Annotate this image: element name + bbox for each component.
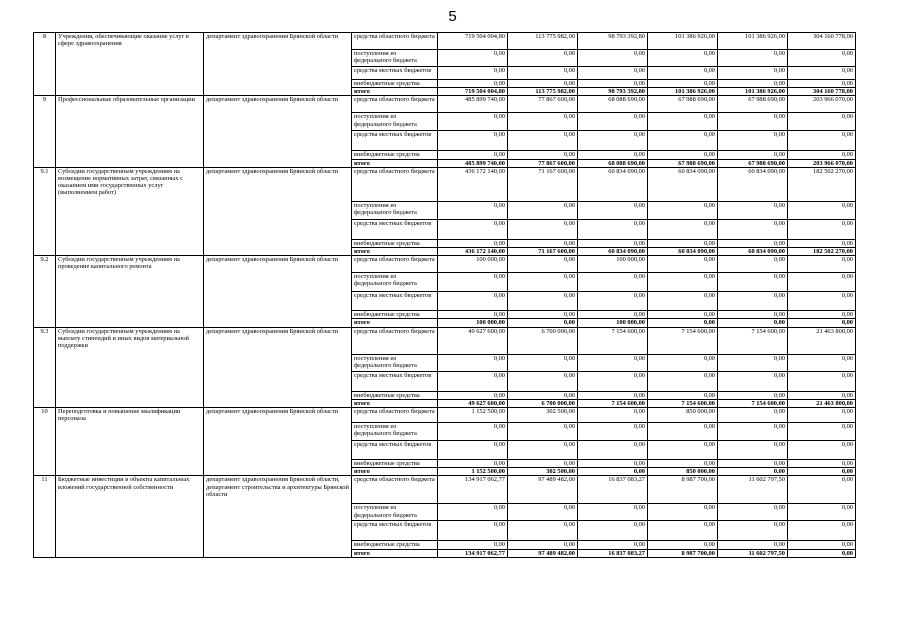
amount-cell: 0,00 <box>788 549 856 557</box>
funding-source: итого <box>352 88 438 96</box>
amount-cell: 0,00 <box>508 131 578 151</box>
amount-cell: 0,00 <box>508 67 578 80</box>
amount-cell: 0,00 <box>578 423 648 441</box>
funding-source: итого <box>352 248 438 256</box>
amount-cell: 0,00 <box>788 408 856 423</box>
executor: департамент здравоохранения Брянской области <box>204 408 352 476</box>
amount-cell: 0,00 <box>578 441 648 460</box>
amount-cell: 98 793 392,80 <box>578 88 648 96</box>
table-row <box>34 96 856 113</box>
amount-cell: 0,00 <box>438 50 508 67</box>
funding-source: средства областного бюджета <box>352 256 438 273</box>
amount-cell: 0,00 <box>438 354 508 371</box>
amount-cell: 0,00 <box>718 151 788 159</box>
amount-cell: 16 837 083,27 <box>578 476 648 504</box>
funding-source: средства областного бюджета <box>352 327 438 354</box>
funding-source: поступления из федерального бюджета <box>352 504 438 521</box>
amount-cell: 0,00 <box>788 131 856 151</box>
amount-cell: 0,00 <box>438 460 508 468</box>
amount-cell: 0,00 <box>718 354 788 371</box>
amount-cell: 8 987 700,00 <box>648 549 718 557</box>
amount-cell: 182 502 270,00 <box>788 248 856 256</box>
amount-cell: 0,00 <box>648 239 718 247</box>
row-number: 9 <box>34 96 56 167</box>
amount-cell: 8 987 700,00 <box>648 476 718 504</box>
amount-cell: 0,00 <box>648 256 718 273</box>
amount-cell: 0,00 <box>788 113 856 131</box>
amount-cell: 0,00 <box>718 131 788 151</box>
amount-cell: 0,00 <box>508 541 578 549</box>
amount-cell: 0,00 <box>578 239 648 247</box>
funding-source: итого <box>352 399 438 407</box>
measure-title: Бюджетные инвестиции в объекты капитальных вложений государственной собственности <box>56 476 204 557</box>
amount-cell: 7 154 600,00 <box>648 399 718 407</box>
amount-cell: 77 867 600,00 <box>508 159 578 167</box>
amount-cell: 21 463 800,00 <box>788 399 856 407</box>
amount-cell: 1 152 500,00 <box>438 468 508 476</box>
amount-cell: 436 172 140,00 <box>438 167 508 201</box>
amount-cell: 0,00 <box>508 292 578 311</box>
amount-cell: 0,00 <box>508 441 578 460</box>
amount-cell: 77 867 600,00 <box>508 96 578 113</box>
amount-cell: 0,00 <box>718 239 788 247</box>
amount-cell: 0,00 <box>788 354 856 371</box>
amount-cell: 0,00 <box>648 504 718 521</box>
funding-source: внебюджетные средства <box>352 311 438 319</box>
amount-cell: 0,00 <box>578 521 648 541</box>
funding-source: средства областного бюджета <box>352 408 438 423</box>
funding-source: итого <box>352 549 438 557</box>
amount-cell: 0,00 <box>578 219 648 239</box>
amount-cell: 0,00 <box>578 131 648 151</box>
amount-cell: 0,00 <box>438 201 508 219</box>
amount-cell: 0,00 <box>508 521 578 541</box>
amount-cell: 0,00 <box>648 391 718 399</box>
amount-cell: 0,00 <box>438 391 508 399</box>
measure-title: Переподготовка и повышение квалификации персонала <box>56 408 204 476</box>
amount-cell: 304 160 778,00 <box>788 33 856 50</box>
amount-cell: 0,00 <box>438 131 508 151</box>
amount-cell: 719 504 004,80 <box>438 33 508 50</box>
row-number: 11 <box>34 476 56 557</box>
amount-cell: 0,00 <box>508 239 578 247</box>
amount-cell: 0,00 <box>648 521 718 541</box>
amount-cell: 0,00 <box>578 460 648 468</box>
amount-cell: 7 154 600,00 <box>718 399 788 407</box>
funding-source: средства местных бюджетов <box>352 521 438 541</box>
amount-cell: 0,00 <box>648 460 718 468</box>
amount-cell: 0,00 <box>578 292 648 311</box>
funding-source: итого <box>352 159 438 167</box>
funding-source: средства областного бюджета <box>352 476 438 504</box>
amount-cell: 0,00 <box>578 541 648 549</box>
amount-cell: 0,00 <box>648 67 718 80</box>
amount-cell: 0,00 <box>788 460 856 468</box>
amount-cell: 850 000,00 <box>648 468 718 476</box>
amount-cell: 0,00 <box>788 67 856 80</box>
amount-cell: 0,00 <box>508 460 578 468</box>
amount-cell: 0,00 <box>648 201 718 219</box>
amount-cell: 0,00 <box>648 292 718 311</box>
executor: департамент здравоохранения Брянской области <box>204 327 352 407</box>
amount-cell: 302 500,00 <box>508 468 578 476</box>
amount-cell: 0,00 <box>578 113 648 131</box>
amount-cell: 134 917 062,77 <box>438 476 508 504</box>
amount-cell: 98 793 392,80 <box>578 33 648 50</box>
amount-cell: 0,00 <box>718 504 788 521</box>
amount-cell: 485 899 740,00 <box>438 96 508 113</box>
funding-source: средства областного бюджета <box>352 33 438 50</box>
amount-cell: 203 966 070,00 <box>788 159 856 167</box>
amount-cell: 0,00 <box>788 319 856 327</box>
amount-cell: 113 775 982,00 <box>508 88 578 96</box>
budget-table <box>33 32 856 558</box>
amount-cell: 0,00 <box>648 113 718 131</box>
funding-source: средства местных бюджетов <box>352 292 438 311</box>
funding-source: внебюджетные средства <box>352 80 438 88</box>
amount-cell: 0,00 <box>788 292 856 311</box>
amount-cell: 11 602 797,50 <box>718 549 788 557</box>
funding-source: внебюджетные средства <box>352 541 438 549</box>
amount-cell: 7 154 600,00 <box>578 327 648 354</box>
amount-cell: 97 489 482,00 <box>508 476 578 504</box>
amount-cell: 0,00 <box>438 273 508 292</box>
funding-source: поступления из федерального бюджета <box>352 423 438 441</box>
amount-cell: 719 504 004,80 <box>438 88 508 96</box>
amount-cell: 0,00 <box>438 292 508 311</box>
amount-cell: 0,00 <box>788 468 856 476</box>
measure-title: Учреждения, обеспечивающие оказание услуг в сфере здравоохранения <box>56 33 204 96</box>
amount-cell: 0,00 <box>578 273 648 292</box>
funding-source: средства областного бюджета <box>352 96 438 113</box>
amount-cell: 0,00 <box>438 423 508 441</box>
page-number: 5 <box>448 8 457 25</box>
amount-cell: 0,00 <box>718 292 788 311</box>
amount-cell: 0,00 <box>578 408 648 423</box>
amount-cell: 67 988 690,00 <box>648 159 718 167</box>
table-row <box>34 408 856 423</box>
funding-source: средства местных бюджетов <box>352 67 438 80</box>
amount-cell: 0,00 <box>788 423 856 441</box>
amount-cell: 0,00 <box>718 319 788 327</box>
amount-cell: 101 386 926,00 <box>648 33 718 50</box>
amount-cell: 1 152 500,00 <box>438 408 508 423</box>
amount-cell: 49 627 600,00 <box>438 327 508 354</box>
funding-source: поступления из федерального бюджета <box>352 50 438 67</box>
amount-cell: 0,00 <box>648 354 718 371</box>
executor: департамент здравоохранения Брянской области <box>204 256 352 327</box>
amount-cell: 0,00 <box>508 504 578 521</box>
amount-cell: 7 154 600,00 <box>718 327 788 354</box>
table-row <box>34 256 856 273</box>
executor: департамент здравоохранения Брянской области <box>204 167 352 255</box>
funding-source: поступления из федерального бюджета <box>352 354 438 371</box>
amount-cell: 0,00 <box>438 541 508 549</box>
funding-source: поступления из федерального бюджета <box>352 273 438 292</box>
amount-cell: 0,00 <box>578 371 648 391</box>
amount-cell: 182 502 270,00 <box>788 167 856 201</box>
amount-cell: 0,00 <box>718 273 788 292</box>
amount-cell: 0,00 <box>718 311 788 319</box>
amount-cell: 0,00 <box>508 423 578 441</box>
amount-cell: 485 899 740,00 <box>438 159 508 167</box>
amount-cell: 60 834 090,00 <box>718 167 788 201</box>
amount-cell: 0,00 <box>508 354 578 371</box>
amount-cell: 71 167 600,00 <box>508 167 578 201</box>
amount-cell: 0,00 <box>578 354 648 371</box>
amount-cell: 0,00 <box>438 504 508 521</box>
amount-cell: 0,00 <box>438 80 508 88</box>
amount-cell: 203 966 070,00 <box>788 96 856 113</box>
amount-cell: 0,00 <box>718 460 788 468</box>
amount-cell: 0,00 <box>718 468 788 476</box>
amount-cell: 0,00 <box>648 80 718 88</box>
amount-cell: 0,00 <box>508 319 578 327</box>
amount-cell: 7 154 600,00 <box>578 399 648 407</box>
amount-cell: 0,00 <box>788 521 856 541</box>
amount-cell: 0,00 <box>788 476 856 504</box>
amount-cell: 0,00 <box>648 219 718 239</box>
amount-cell: 0,00 <box>508 219 578 239</box>
measure-title: Субсидии государственным учреждениям на проведение капитального ремонта <box>56 256 204 327</box>
amount-cell: 0,00 <box>648 50 718 67</box>
amount-cell: 436 172 140,00 <box>438 248 508 256</box>
funding-source: внебюджетные средства <box>352 391 438 399</box>
funding-source: внебюджетные средства <box>352 239 438 247</box>
amount-cell: 100 000,00 <box>578 256 648 273</box>
amount-cell: 0,00 <box>788 219 856 239</box>
amount-cell: 0,00 <box>648 273 718 292</box>
amount-cell: 16 837 083,27 <box>578 549 648 557</box>
amount-cell: 60 834 090,00 <box>578 248 648 256</box>
amount-cell: 0,00 <box>508 50 578 67</box>
amount-cell: 101 386 926,00 <box>718 88 788 96</box>
amount-cell: 0,00 <box>648 319 718 327</box>
amount-cell: 0,00 <box>438 239 508 247</box>
amount-cell: 0,00 <box>788 256 856 273</box>
funding-source: средства местных бюджетов <box>352 131 438 151</box>
amount-cell: 100 000,00 <box>438 319 508 327</box>
amount-cell: 0,00 <box>788 441 856 460</box>
amount-cell: 0,00 <box>718 113 788 131</box>
row-number: 10 <box>34 408 56 476</box>
amount-cell: 0,00 <box>508 311 578 319</box>
amount-cell: 0,00 <box>438 441 508 460</box>
funding-source: поступления из федерального бюджета <box>352 113 438 131</box>
amount-cell: 49 627 600,00 <box>438 399 508 407</box>
amount-cell: 7 154 600,00 <box>648 327 718 354</box>
amount-cell: 6 700 000,00 <box>508 327 578 354</box>
funding-source: средства местных бюджетов <box>352 371 438 391</box>
amount-cell: 0,00 <box>648 371 718 391</box>
amount-cell: 0,00 <box>578 67 648 80</box>
amount-cell: 0,00 <box>578 468 648 476</box>
amount-cell: 0,00 <box>788 391 856 399</box>
amount-cell: 0,00 <box>788 273 856 292</box>
amount-cell: 0,00 <box>578 311 648 319</box>
amount-cell: 0,00 <box>718 371 788 391</box>
amount-cell: 67 988 690,00 <box>648 96 718 113</box>
amount-cell: 0,00 <box>648 541 718 549</box>
amount-cell: 0,00 <box>718 408 788 423</box>
row-number: 9.1 <box>34 167 56 255</box>
amount-cell: 0,00 <box>718 201 788 219</box>
amount-cell: 0,00 <box>718 441 788 460</box>
amount-cell: 113 775 982,00 <box>508 33 578 50</box>
amount-cell: 0,00 <box>648 423 718 441</box>
amount-cell: 0,00 <box>508 151 578 159</box>
amount-cell: 0,00 <box>438 311 508 319</box>
amount-cell: 0,00 <box>788 371 856 391</box>
amount-cell: 0,00 <box>788 151 856 159</box>
funding-source: внебюджетные средства <box>352 460 438 468</box>
measure-title: Профессиональные образовательные организации <box>56 96 204 167</box>
row-number: 8 <box>34 33 56 96</box>
amount-cell: 101 386 926,00 <box>648 88 718 96</box>
amount-cell: 60 834 090,00 <box>648 167 718 201</box>
amount-cell: 101 386 926,00 <box>718 33 788 50</box>
amount-cell: 0,00 <box>718 541 788 549</box>
amount-cell: 0,00 <box>718 219 788 239</box>
amount-cell: 0,00 <box>508 256 578 273</box>
amount-cell: 0,00 <box>718 391 788 399</box>
amount-cell: 0,00 <box>718 80 788 88</box>
amount-cell: 0,00 <box>578 151 648 159</box>
amount-cell: 0,00 <box>508 391 578 399</box>
amount-cell: 0,00 <box>718 521 788 541</box>
funding-source: средства областного бюджета <box>352 167 438 201</box>
amount-cell: 6 700 000,00 <box>508 399 578 407</box>
amount-cell: 60 834 090,00 <box>718 248 788 256</box>
amount-cell: 0,00 <box>508 371 578 391</box>
amount-cell: 0,00 <box>578 504 648 521</box>
amount-cell: 850 000,00 <box>648 408 718 423</box>
amount-cell: 0,00 <box>438 521 508 541</box>
funding-source: внебюджетные средства <box>352 151 438 159</box>
amount-cell: 67 988 690,00 <box>718 96 788 113</box>
amount-cell: 302 500,00 <box>508 408 578 423</box>
amount-cell: 0,00 <box>788 201 856 219</box>
table-row <box>34 476 856 504</box>
amount-cell: 0,00 <box>788 504 856 521</box>
executor: департамент здравоохранения Брянской области <box>204 96 352 167</box>
amount-cell: 134 917 062,77 <box>438 549 508 557</box>
amount-cell: 100 000,00 <box>438 256 508 273</box>
amount-cell: 0,00 <box>438 371 508 391</box>
amount-cell: 0,00 <box>788 239 856 247</box>
amount-cell: 0,00 <box>578 201 648 219</box>
amount-cell: 304 160 778,00 <box>788 88 856 96</box>
amount-cell: 0,00 <box>788 311 856 319</box>
amount-cell: 0,00 <box>438 219 508 239</box>
row-number: 9.2 <box>34 256 56 327</box>
amount-cell: 71 167 600,00 <box>508 248 578 256</box>
amount-cell: 0,00 <box>438 113 508 131</box>
amount-cell: 0,00 <box>648 151 718 159</box>
amount-cell: 0,00 <box>718 67 788 80</box>
amount-cell: 0,00 <box>788 50 856 67</box>
table-row <box>34 167 856 201</box>
amount-cell: 0,00 <box>508 80 578 88</box>
funding-source: поступления из федерального бюджета <box>352 201 438 219</box>
funding-source: итого <box>352 319 438 327</box>
amount-cell: 11 602 797,50 <box>718 476 788 504</box>
amount-cell: 0,00 <box>788 541 856 549</box>
measure-title: Субсидии государственным учреждениям на возмещение нормативных затрат, связанных с оказанием ими государственных услуг (выполнением работ) <box>56 167 204 255</box>
amount-cell: 0,00 <box>788 80 856 88</box>
executor: департамент здравоохранения Брянской области, департамент строительства и архитектуры Брянской области <box>204 476 352 557</box>
amount-cell: 0,00 <box>718 50 788 67</box>
amount-cell: 21 463 800,00 <box>788 327 856 354</box>
amount-cell: 0,00 <box>648 311 718 319</box>
row-number: 9.3 <box>34 327 56 407</box>
executor: департамент здравоохранения Брянской области <box>204 33 352 96</box>
amount-cell: 67 988 690,00 <box>718 159 788 167</box>
amount-cell: 0,00 <box>508 201 578 219</box>
amount-cell: 0,00 <box>648 441 718 460</box>
table-row <box>34 33 856 50</box>
funding-source: средства местных бюджетов <box>352 441 438 460</box>
amount-cell: 0,00 <box>508 273 578 292</box>
amount-cell: 0,00 <box>578 391 648 399</box>
amount-cell: 0,00 <box>438 151 508 159</box>
funding-source: итого <box>352 468 438 476</box>
amount-cell: 0,00 <box>648 131 718 151</box>
amount-cell: 0,00 <box>438 67 508 80</box>
amount-cell: 0,00 <box>718 256 788 273</box>
amount-cell: 60 834 090,00 <box>648 248 718 256</box>
amount-cell: 0,00 <box>718 423 788 441</box>
measure-title: Субсидии государственным учреждениям на выплату стипендий и иных видов материальной поддержки <box>56 327 204 407</box>
amount-cell: 0,00 <box>508 113 578 131</box>
amount-cell: 97 489 482,00 <box>508 549 578 557</box>
amount-cell: 68 088 690,00 <box>578 96 648 113</box>
amount-cell: 68 088 690,00 <box>578 159 648 167</box>
amount-cell: 0,00 <box>578 80 648 88</box>
amount-cell: 100 000,00 <box>578 319 648 327</box>
table-row <box>34 327 856 354</box>
amount-cell: 0,00 <box>578 50 648 67</box>
funding-source: средства местных бюджетов <box>352 219 438 239</box>
amount-cell: 60 834 090,00 <box>578 167 648 201</box>
